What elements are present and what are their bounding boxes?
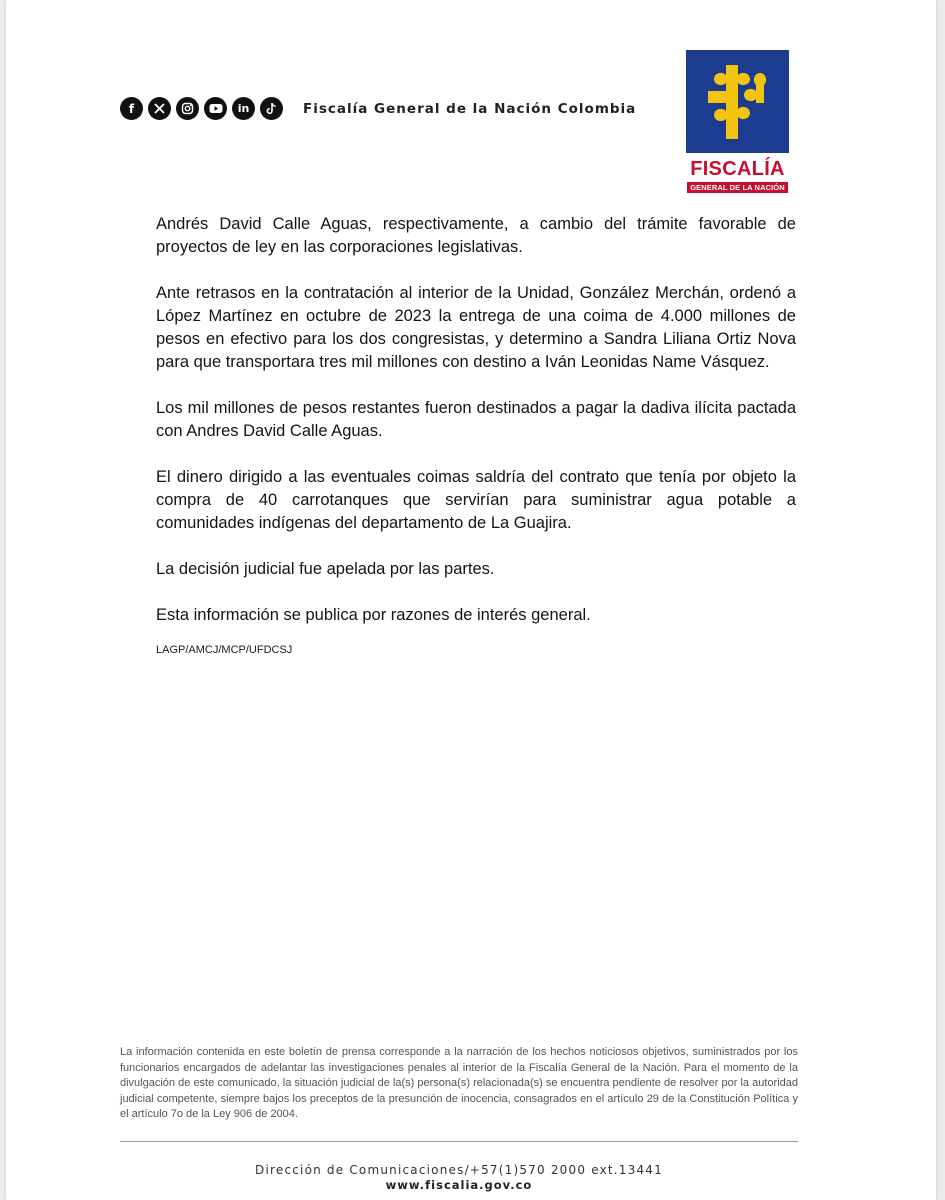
instagram-icon[interactable] [176, 97, 199, 120]
footer-contact: Dirección de Comunicaciones/+57(1)570 2000 ext.13441 [255, 1163, 663, 1177]
header-social-row [120, 97, 636, 120]
linkedin-icon[interactable]: in [232, 97, 255, 120]
logo-tagline: GENERAL DE LA NACIÓN [687, 182, 788, 193]
x-icon[interactable] [148, 97, 171, 120]
document-page [6, 0, 936, 1200]
body-paragraph: Esta información se publica por razones de interés general. [156, 606, 591, 624]
facebook-icon[interactable]: f [120, 97, 143, 120]
press-release-body [156, 213, 796, 656]
fiscalia-logo [686, 50, 789, 192]
logo-wordmark: FISCALÍA [690, 158, 785, 180]
footer-website-link[interactable]: www.fiscalia.gov.co [385, 1178, 533, 1192]
body-paragraph: Ante retrasos en la contratación al interior de la Unidad, González Merchán, ordenó a López Martínez en octubre de 2023 la entrega de una coima de 4.000 millones de pesos en efectivo para los dos congresistas, y determino a Sandra Liliana Ortiz Nova para que transportara tres mil millones con destino a Iván Leonidas Name Vásquez. [156, 284, 796, 371]
organization-name: Fiscalía General de la Nación Colombia [303, 100, 637, 117]
reference-code: LAGP/AMCJ/MCP/UFDCSJ [156, 644, 293, 656]
legal-disclaimer: La información contenida en este boletín de prensa corresponde a la narración de los hechos noticiosos objetivos, suministrados por los funcionarios encargados de adelantar las investigaciones penales al interior de la Fiscalía General de la Nación. Para el momento de la divulgación de este comunicado, la situación judicial de la(s) persona(s) relacionada(s) se encuentra pendiente de resolver por la autoridad judicial competente, siempre bajos los preceptos de la presunción de inocencia, consagrados en el artículo 29 de la Constitución Política y el artículo 7o de la Ley 906 de 2004. [120, 1046, 798, 1120]
body-paragraph: La decisión judicial fue apelada por las partes. [156, 560, 495, 578]
footer-divider [120, 1141, 798, 1142]
body-paragraph: Andrés David Calle Aguas, respectivamente, a cambio del trámite favorable de proyectos de ley en las corporaciones legislativas. [156, 215, 796, 256]
tiktok-icon[interactable] [260, 97, 283, 120]
body-paragraph: Los mil millones de pesos restantes fueron destinados a pagar la dadiva ilícita pactada con Andres David Calle Aguas. [156, 399, 796, 440]
youtube-icon[interactable] [204, 97, 227, 120]
puzzle-piece-icon [702, 61, 774, 143]
logo-emblem [686, 50, 789, 153]
body-paragraph: El dinero dirigido a las eventuales coimas saldría del contrato que tenía por objeto la compra de 40 carrotanques que servirían para suministrar agua potable a comunidades indígenas del departamento de La Guajira. [156, 468, 796, 532]
